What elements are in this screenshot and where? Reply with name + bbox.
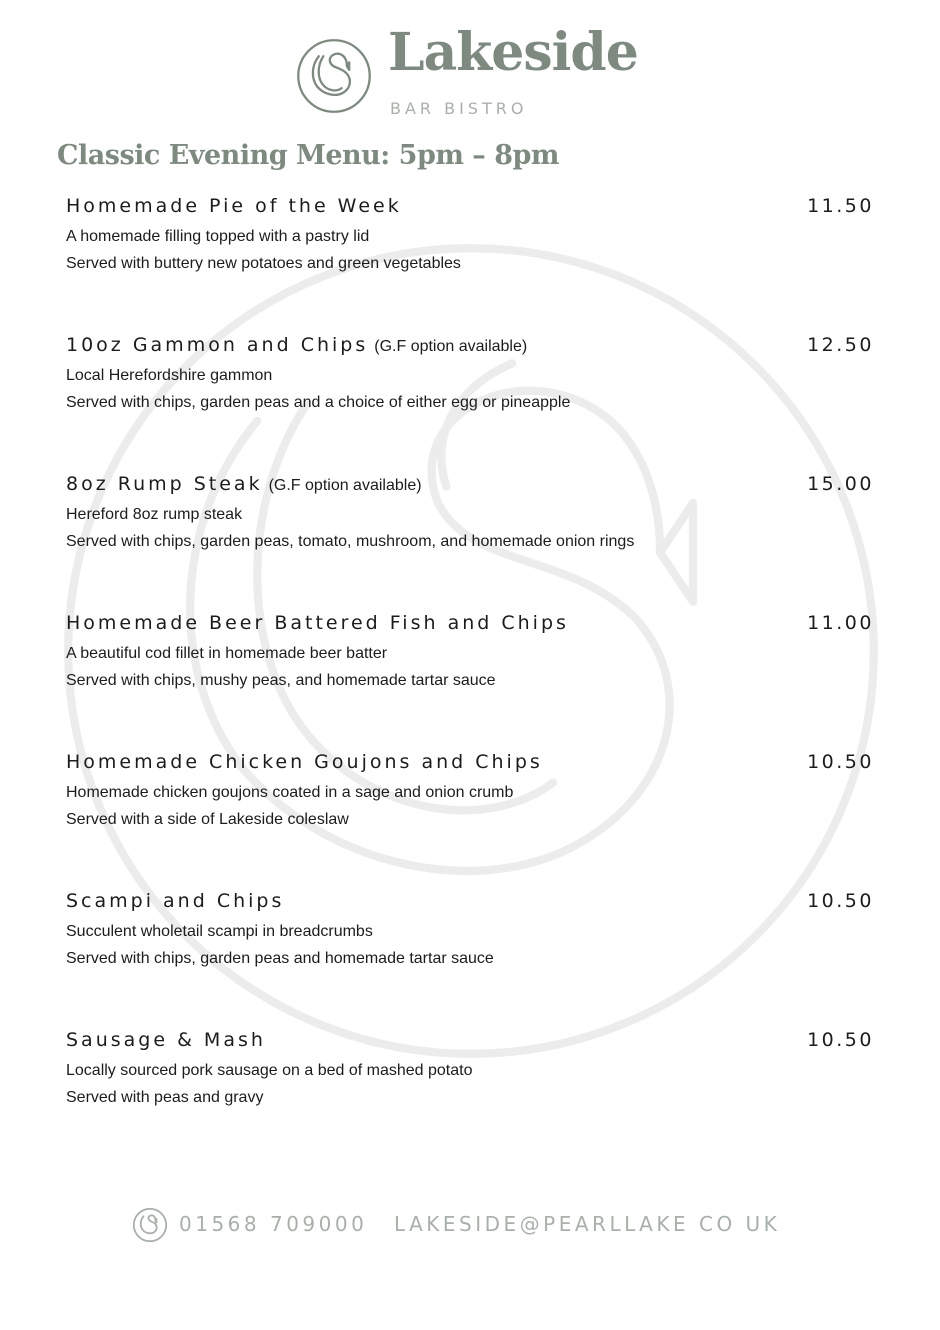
item-description: A beautiful cod fillet in homemade beer batter <box>66 645 388 662</box>
menu-title: Classic Evening Menu: 5pm – 8pm <box>57 140 559 171</box>
footer-phone[interactable]: 01568 709000 <box>179 1212 368 1236</box>
item-price: 10.50 <box>807 1029 874 1051</box>
item-name: Homemade Chicken Goujons and Chips <box>66 751 543 773</box>
footer-email[interactable]: LAKESIDE@PEARLLAKE CO UK <box>394 1212 781 1236</box>
item-serving: Served with chips, garden peas, tomato, mushroom, and homemade onion rings <box>66 533 635 550</box>
brand-subtitle: BAR BISTRO <box>390 99 528 118</box>
item-serving: Served with buttery new potatoes and green vegetables <box>66 255 461 272</box>
menu-item <box>66 334 874 473</box>
item-description: Homemade chicken goujons coated in a sage and onion crumb <box>66 784 514 801</box>
item-description: Local Herefordshire gammon <box>66 367 273 384</box>
item-description: Locally sourced pork sausage on a bed of mashed potato <box>66 1062 473 1079</box>
item-name: 10oz Gammon and Chips (G.F option available) <box>66 334 528 356</box>
item-price: 10.50 <box>807 890 874 912</box>
menu-item <box>66 612 874 751</box>
item-price: 11.50 <box>807 195 874 217</box>
brand-name: Lakeside <box>388 22 638 83</box>
swan-logo-icon <box>132 1207 168 1243</box>
item-serving: Served with a side of Lakeside coleslaw <box>66 811 349 828</box>
item-serving: Served with chips, mushy peas, and homemade tartar sauce <box>66 672 496 689</box>
item-name: Sausage & Mash <box>66 1029 266 1051</box>
item-price: 11.00 <box>807 612 874 634</box>
item-name: Homemade Pie of the Week <box>66 195 402 217</box>
item-name: 8oz Rump Steak (G.F option available) <box>66 473 422 495</box>
menu-item <box>66 473 874 612</box>
item-description: A homemade filling topped with a pastry lid <box>66 228 370 245</box>
item-description: Hereford 8oz rump steak <box>66 506 243 523</box>
menu-item <box>66 195 874 334</box>
menu-item <box>66 890 874 1029</box>
item-serving: Served with peas and gravy <box>66 1089 264 1106</box>
item-price: 15.00 <box>807 473 874 495</box>
item-description: Succulent wholetail scampi in breadcrumbs <box>66 923 373 940</box>
swan-logo-icon <box>296 38 372 114</box>
item-price: 10.50 <box>807 751 874 773</box>
menu-item <box>66 751 874 890</box>
item-note: (G.F option available) <box>374 338 528 355</box>
item-price: 12.50 <box>807 334 874 356</box>
item-serving: Served with chips, garden peas and homemade tartar sauce <box>66 950 494 967</box>
menu-list <box>66 195 874 1168</box>
item-serving: Served with chips, garden peas and a choice of either egg or pineapple <box>66 394 571 411</box>
item-name: Scampi and Chips <box>66 890 285 912</box>
item-note: (G.F option available) <box>268 477 422 494</box>
item-name: Homemade Beer Battered Fish and Chips <box>66 612 569 634</box>
menu-item <box>66 1029 874 1168</box>
